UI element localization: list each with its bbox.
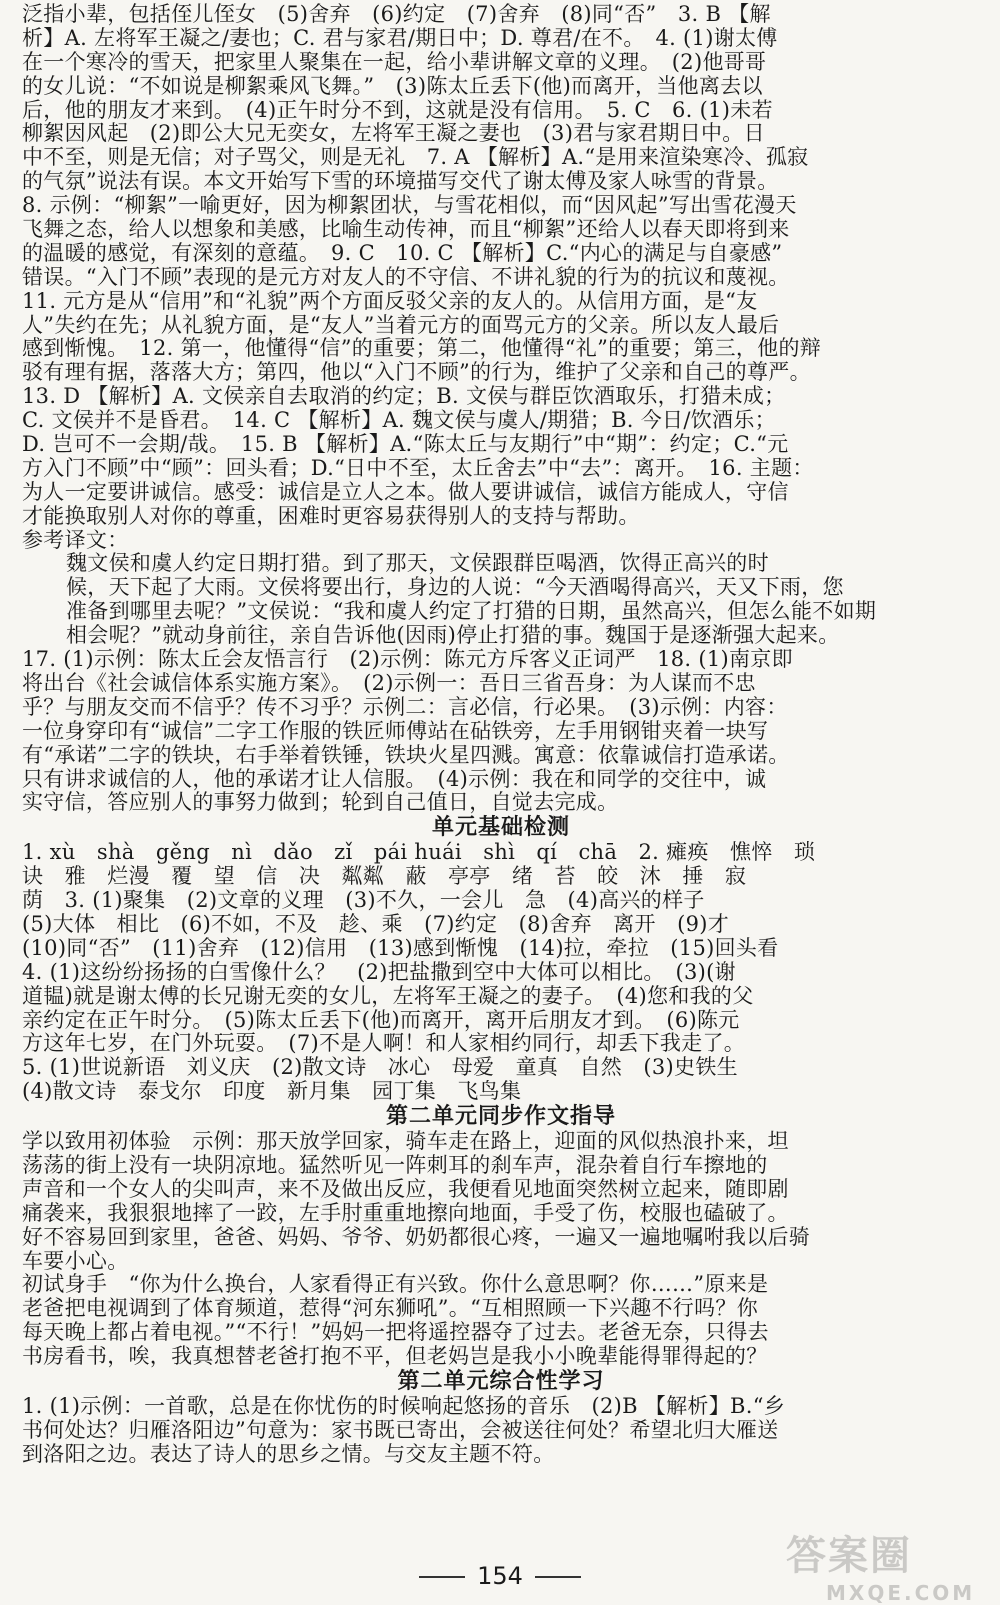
text-line: 到洛阳之边。表达了诗人的思乡之情。与交友主题不符。 (22, 1442, 555, 1466)
text-line: 13. D 【解析】A. 文侯亲自去取消的约定；B. 文侯与群臣饮酒取乐，打猎未成； (22, 385, 786, 409)
text-line: 的温暖的感觉，有深刻的意蕴。 9. C 10. C 【解析】C.“内心的满足与自豪感” (22, 241, 783, 265)
text-line: 荡荡的街上没有一块阴凉地。猛然听见一阵刺耳的刹车声，混杂着自行车擦地的 (22, 1153, 768, 1177)
text-line: 准备到哪里去呢？”文侯说：“我和虞人约定了打猎的日期，虽然高兴，但怎么能不如期 (66, 600, 877, 624)
text-line: 在一个寒冷的雪天，把家里人聚集在一起，给小辈讲解文章的义理。 (2)他哥哥 (22, 50, 767, 74)
text-line: 相会呢？”就动身前往，亲自告诉他(因雨)停止打猎的事。魏国于是逐渐强大起来。 (66, 624, 840, 648)
watermark-logo: 答案圈 (786, 1533, 912, 1579)
text-line: 学以致用初体验 示例：那天放学回家，骑车走在路上，迎面的风似热浪扑来，坦 (22, 1130, 789, 1154)
watermark (786, 1524, 986, 1605)
text-line: 错误。“入门不顾”表现的是元方对友人的不守信、不讲礼貌的行为的抗议和蔑视。 (22, 265, 790, 289)
text-line: C. 文侯并不是昏君。 14. C 【解析】A. 魏文侯与虞人/期猎；B. 今日/饮酒乐； (22, 409, 776, 433)
text-line: 初试身手 “你为什么换台，人家看得正有兴致。你什么意思啊？你……”原来是 (22, 1273, 769, 1297)
heading-comprehensive-study: 第二单元综合性学习 (397, 1368, 605, 1394)
page-number: 154 (477, 1562, 523, 1590)
text-line: 候，天下起了大雨。文侯将要出行，身边的人说：“今天酒喝得高兴，天又下雨，您 (66, 576, 844, 600)
text-line: 有“承诺”二字的铁块，右手举着铁锤，铁块火星四溅。寓意：依靠诚信打造承诺。 (22, 743, 790, 767)
text-line: 实守信，答应别人的事努力做到；轮到自己值日，自觉去完成。 (22, 791, 619, 815)
text-line: 亲约定在正午时分。 (5)陈太丘丢下(他)而离开，离开后朋友才到。 (6)陈元 (22, 1008, 740, 1032)
text-line: 的女儿说：“不如说是柳絮乘风飞舞。” (3)陈太丘丢下(他)而离开，当他离去以 (22, 74, 763, 98)
text-line: 柳絮因风起 (2)即公大兄无奕女，左将军王凝之妻也 (3)君与家君期日中。日 (22, 122, 765, 146)
text-line: 痛袭来，我狠狠地摔了一跤，左手肘重重地擦向地面，手受了伤，校服也磕破了。 (22, 1201, 789, 1225)
heading-unit-test: 单元基础检测 (431, 815, 570, 841)
text-line: 车要小心。 (22, 1249, 129, 1273)
heading-writing-guide: 第二单元同步作文指导 (385, 1104, 616, 1130)
text-line: 17. (1)示例：陈太丘会友悟言行 (2)示例：陈元方斥客义正词严 18. (1)南京即 (22, 648, 793, 672)
comprehensive-study-section (22, 1395, 980, 1467)
text-line: 5. (1)世说新语 刘义庆 (2)散文诗 冰心 母爱 童真 自然 (3)史铁生 (22, 1056, 738, 1080)
text-line: 参考译文： (22, 528, 129, 552)
text-line: 只有讲求诚信的人，他的承诺才让人信服。 (4)示例：我在和同学的交往中，诚 (22, 767, 767, 791)
text-line: 的气氛”说法有误。本文开始写下雪的环境描写交代了谢太傅及家人咏雪的背景。 (22, 170, 779, 194)
text-line: 魏文侯和虞人约定日期打猎。到了那天，文侯跟群臣喝酒，饮得正高兴的时 (66, 552, 769, 576)
text-line: 荫 3. (1)聚集 (2)文章的义理 (3)不久，一会儿 急 (4)高兴的样子 (22, 889, 705, 913)
text-line: 方入门不顾”中“顾”：回头看；D.“日中不至，太丘舍去”中“去”：离开。 16. 主题： (22, 456, 814, 480)
text-line: 8. 示例：“柳絮”一喻更好，因为柳絮团状，与雪花相似，而“因风起”写出雪花漫天 (22, 194, 797, 218)
text-line: 道韫)就是谢太傅的长兄谢无奕的女儿，左将军王凝之的妻子。 (4)您和我的父 (22, 984, 754, 1008)
text-line: 驳有理有据，落落大方；第四，他以“入门不顾”的行为，维护了父亲和自己的尊严。 (22, 361, 811, 385)
answers-top-section (22, 3, 980, 552)
text-line: 为人一定要讲诚信。感受：诚信是立人之本。做人要讲诚信，诚信方能成人，守信 (22, 480, 789, 504)
text-line: 方这年七岁，在门外玩耍。 (7)不是人啊！和人家相约同行，却丢下我走了。 (22, 1032, 746, 1056)
text-line: 析】A. 左将军王凝之/妻也；C. 君与家君/期日中；D. 尊君/在不。 4. (1)谢太傅 (22, 26, 778, 50)
translation-section (22, 552, 980, 648)
text-line: 诀 雅 烂漫 覆 望 信 决 粼粼 蔽 亭亭 绪 苔 皎 沐 捶 寂 (22, 865, 747, 889)
text-line: 后，他的朋友才来到。 (4)正午时分不到，这就是没有信用。 5. C 6. (1)未若 (22, 98, 773, 122)
text-line: 声音和一个女人的尖叫声，来不及做出反应，我便看见地面突然树立起来，随即剧 (22, 1177, 789, 1201)
text-line: 一位身穿印有“诚信”二字工作服的铁匠师傅站在砧铁旁，左手用钢钳夹着一块写 (22, 719, 769, 743)
text-line: 飞舞之态，给人以想象和美感，比喻生动传神，而且“柳絮”还给人以春天即将到来 (22, 218, 790, 242)
text-line: 1. (1)示例：一首歌，总是在你忧伤的时候响起悠扬的音乐 (2)B 【解析】B.“乡 (22, 1394, 786, 1418)
unit-test-section (22, 841, 980, 1104)
text-line: 书何处达？归雁洛阳边”句意为：家书既已寄出，会被送往何处？希望北归大雁送 (22, 1418, 779, 1442)
text-line: 老爸把电视调到了体育频道，惹得“河东狮吼”。“互相照顾一下兴趣不行吗？你 (22, 1297, 759, 1321)
text-line: 11. 元方是从“信用”和“礼貌”两个方面反驳父亲的友人的。从信用方面，是“友 (22, 289, 758, 313)
text-line: (5)大体 相比 (6)不如，不及 趁、乘 (7)约定 (8)舍弃 离开 (9)才 (22, 912, 730, 936)
footer-dash-left (419, 1576, 465, 1578)
text-line: 才能换取别人对你的尊重，困难时更容易获得别人的支持与帮助。 (22, 504, 640, 528)
text-line: 人”失约在先；从礼貌方面，是“友人”当着元方的面骂元方的父亲。所以友人最后 (22, 313, 780, 337)
text-line: 中不至，则是无信；对子骂父，则是无礼 7. A 【解析】A.“是用来渲染寒冷、孤寂 (22, 146, 809, 170)
text-line: 感到惭愧。 12. 第一，他懂得“信”的重要；第二，他懂得“礼”的重要；第三，他的辩 (22, 337, 822, 361)
text-line: 书房看书，唉，我真想替老爸打抱不平，但老妈岂是我小小晚辈能得罪得起的？ (22, 1345, 768, 1369)
watermark-url: MXQE.COM (826, 1581, 976, 1605)
text-line: (4)散文诗 泰戈尔 印度 新月集 园丁集 飞鸟集 (22, 1080, 522, 1104)
text-line: 每天晚上都占着电视。”“不行！”妈妈一把将遥控器夺了过去。老爸无奈，只得去 (22, 1321, 769, 1345)
writing-guide-section (22, 1130, 980, 1369)
text-line: 1. xù shà gěng nì dǎo zǐ pái huái shì qí chā 2. 瘫痪 憔悴 琐 (22, 841, 816, 865)
footer-dash-right (535, 1576, 581, 1578)
text-line: 4. (1)这纷纷扬扬的白雪像什么？ (2)把盐撒到空中大体可以相比。 (3)(谢 (22, 960, 736, 984)
text-line: 好不容易回到家里，爸爸、妈妈、爷爷、奶奶都很心疼，一遍又一遍地嘱咐我以后骑 (22, 1225, 811, 1249)
text-line: 乎？与朋友交而不信乎？传不习乎？示例二：言必信，行必果。 (3)示例：内容： (22, 695, 788, 719)
text-line: 泛指小辈，包括侄儿侄女 (5)舍弃 (6)约定 (7)舍弃 (8)同“否” 3. B 【解 (22, 3, 771, 26)
text-line: 将出台《社会诚信体系实施方案》。 (2)示例一：吾日三省吾身：为人谋而不忠 (22, 671, 756, 695)
text-line: D. 岂可不一会期/哉。 15. B 【解析】A.“陈太丘与友期行”中“期”：约定；C.“元 (22, 433, 789, 457)
text-line: (10)同“否” (11)舍弃 (12)信用 (13)感到惭愧 (14)拉，牵拉 (15)回头看 (22, 936, 779, 960)
answers-17-18-section (22, 648, 980, 815)
